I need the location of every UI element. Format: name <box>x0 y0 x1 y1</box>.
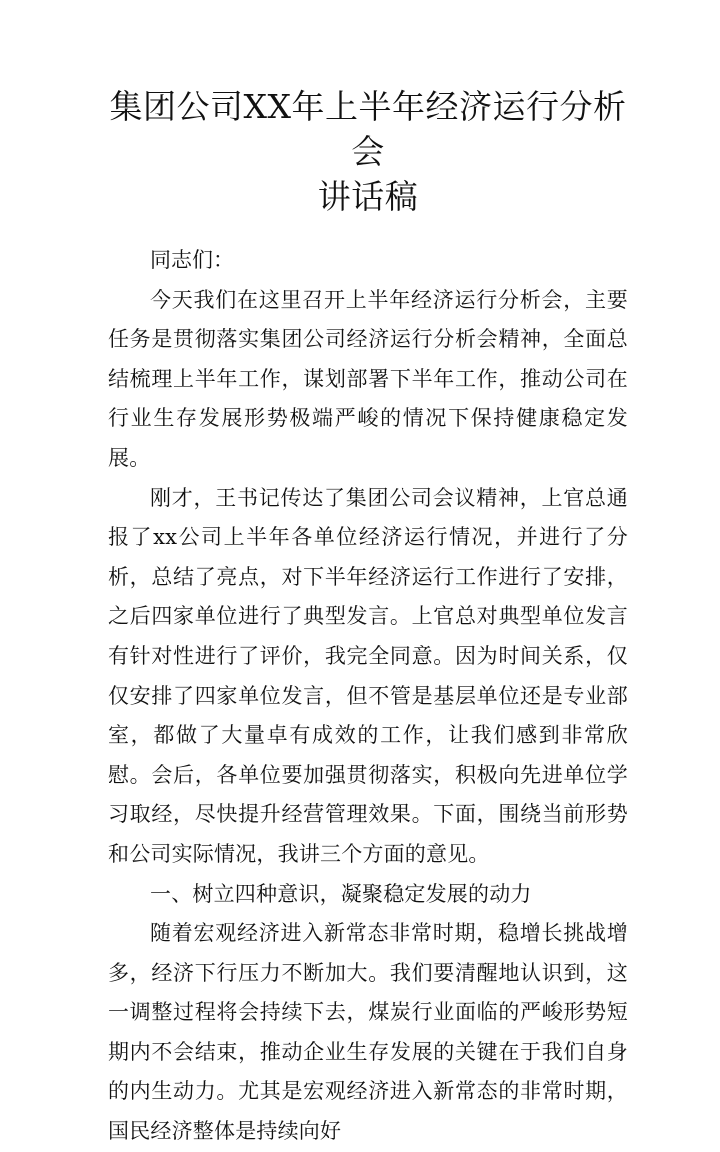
paragraph-review: 刚才，王书记传达了集团公司会议精神，上官总通报了xx公司上半年各单位经济运行情况，并进行了分析，总结了亮点，对下半年经济运行工作进行了安排，之后四家单位进行了典型发言。上官总对典型单位发言有针对性进行了评价，我完全同意。因为时间关系，仅仅安排了四家单位发言，但不管是基层单位还是专业部室，都做了大量卓有成效的工作，让我们感到非常欣慰。会后，各单位要加强贯彻落实，积极向先进单位学习取经，尽快提升经营管理效果。下面，围绕当前形势和公司实际情况，我讲三个方面的意见。 <box>108 485 628 866</box>
document-title <box>108 84 628 219</box>
greeting: 同志们： <box>150 248 234 272</box>
paragraph-section-1: 随着宏观经济进入新常态非常时期，稳增长挑战增多，经济下行压力不断加大。我们要清醒地认识到，这一调整过程将会持续下去，煤炭行业面临的严峻形势短期内不会结束，推动企业生存发展的关键在于我们自身的内生动力。尤其是宏观经济进入新常态的非常时期，国民经济整体是持续向好 <box>108 921 628 1144</box>
paragraph-intro: 今天我们在这里召开上半年经济运行分析会，主要任务是贯彻落实集团公司经济运行分析会精神，全面总结梳理上半年工作，谋划部署下半年工作，推动公司在行业生存发展形势极端严峻的情况下保持健康稳定发展。 <box>108 287 628 470</box>
title-line-2: 讲话稿 <box>317 177 419 216</box>
title-line-1: 集团公司XX年上半年经济运行分析会 <box>109 87 627 171</box>
section-heading-1: 一、树立四种意识，凝聚稳定发展的动力 <box>150 881 532 906</box>
